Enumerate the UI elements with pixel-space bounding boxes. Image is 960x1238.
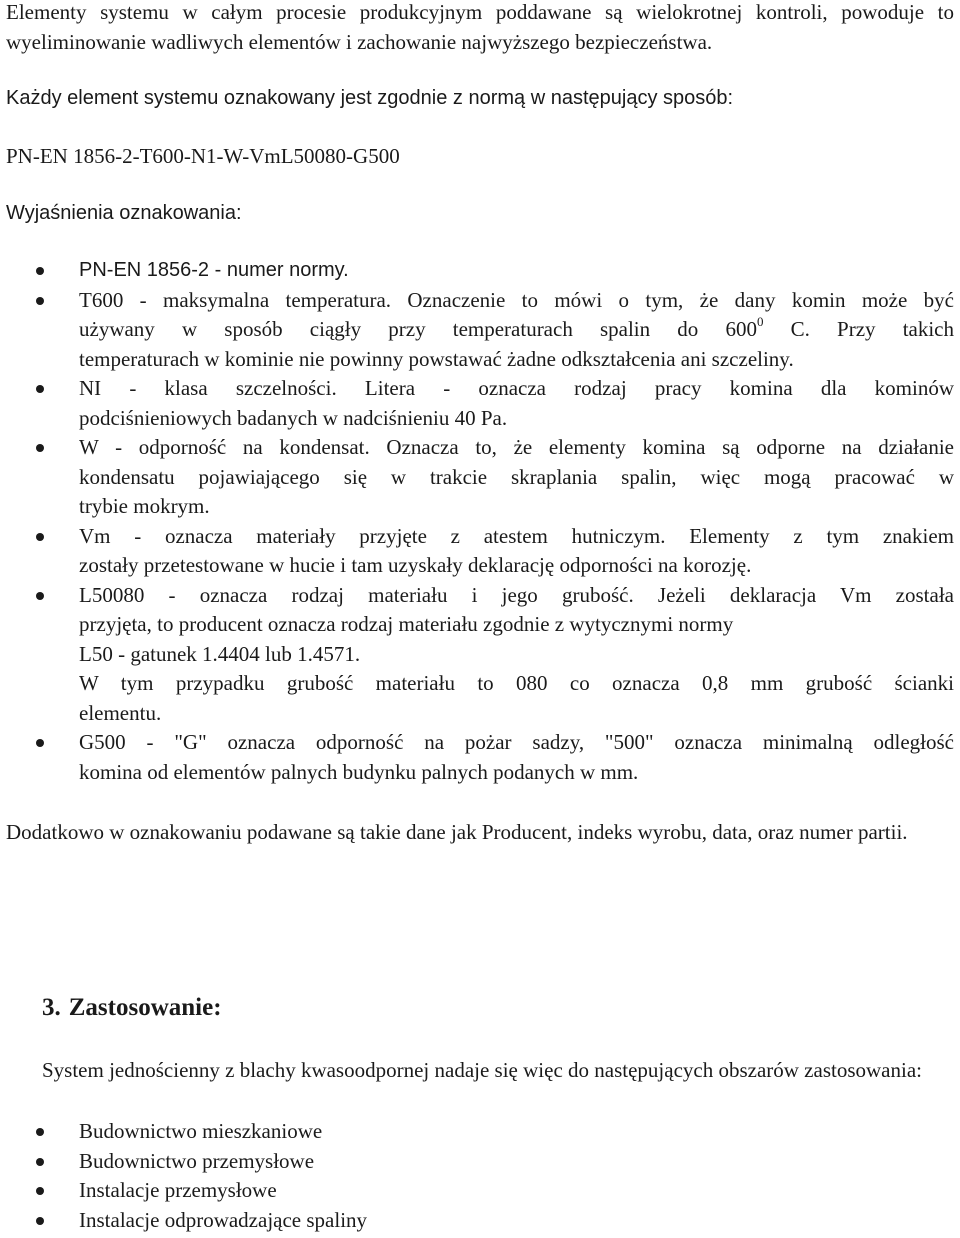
list-item-text: L50 - gatunek 1.4404 lub 1.4571.	[79, 641, 361, 666]
bullet-icon	[36, 267, 44, 275]
list-item	[6, 374, 954, 433]
marking-code: PN-EN 1856-2-T600-N1-W-VmL50080-G500	[6, 144, 400, 168]
bullet-icon	[36, 385, 44, 393]
section-title: Zastosowanie:	[68, 994, 222, 1021]
list-item-text: komina od elementów palnych budynku palnych podanych w mm.	[79, 759, 639, 784]
list-item-text: przyjęta, to producent oznacza rodzaj materiału zgodnie z wytycznymi normy	[79, 612, 734, 636]
bullet-icon	[36, 444, 44, 452]
list-item-text: NI - klasa szczelności. Litera - oznacza rodzaj pracy komina dla kominów	[79, 376, 954, 400]
list-item-text: trybie mokrym.	[79, 494, 210, 518]
marking-explanation-list	[6, 256, 954, 787]
intro-marking-sentence: Każdy element systemu oznakowany jest zgodnie z normą w następujący sposób:	[6, 87, 734, 109]
list-item-text: kondensatu pojawiającego się w trakcie skraplania spalin, więc mogą pracować w	[79, 464, 954, 489]
additional-info-paragraph: Dodatkowo w oznakowaniu podawane są takie dane jak Producent, indeks wyrobu, data, oraz numer partii.	[6, 820, 908, 844]
list-item	[6, 1176, 954, 1206]
bullet-icon	[36, 297, 44, 305]
list-item	[6, 1117, 954, 1147]
section-heading	[42, 994, 222, 1022]
bullet-icon	[36, 1128, 44, 1136]
list-item-text: L50080 - oznacza rodzaj materiału i jego grubość. Jeżeli deklaracja Vm została	[79, 582, 954, 607]
list-item-text: C. Przy takich	[763, 317, 955, 341]
bullet-icon	[36, 739, 44, 747]
list-item-text: używany w sposób ciągły przy temperaturach spalin do 600	[79, 317, 757, 341]
intro-paragraph: Elementy systemu w całym procesie produkcyjnym poddawane są wielokrotnej kontroli, powoduje to wyeliminowanie wadliwych elementów i zachowanie najwyższego bezpieczeństwa.	[6, 0, 954, 54]
bullet-icon	[36, 1187, 44, 1195]
list-item-text: W tym przypadku grubość materiału to 080 co oznacza 0,8 mm grubość ścianki	[79, 671, 954, 695]
list-item-text: G500 - "G" oznacza odporność na pożar sadzy, "500" oznacza minimalną odległość	[79, 730, 954, 754]
list-item	[6, 1206, 954, 1236]
list-item	[6, 433, 954, 522]
usage-intro-paragraph: System jednościenny z blachy kwasoodpornej nadaje się więc do następujących obszarów zastosowania:	[42, 1058, 922, 1082]
usage-item-text: Budownictwo przemysłowe	[79, 1148, 315, 1173]
list-item	[6, 256, 954, 286]
list-item	[6, 581, 954, 729]
bullet-icon	[36, 1217, 44, 1225]
usage-item-text: Budownictwo mieszkaniowe	[79, 1119, 323, 1143]
list-item	[6, 522, 954, 581]
section-number: 3.	[42, 994, 61, 1021]
list-item	[6, 1147, 954, 1177]
list-item-text: Vm - oznacza materiały przyjęte z atestem hutniczym. Elementy z tym znakiem	[79, 523, 954, 548]
list-item-text: temperaturach w kominie nie powinny powstawać żadne odkształcenia ani szczeliny.	[79, 346, 794, 371]
list-item-text: podciśnieniowych badanych w nadciśnieniu 40 Pa.	[79, 405, 508, 430]
list-item-text: zostały przetestowane w hucie i tam uzyskały deklarację odporności na korozję.	[79, 553, 752, 577]
usage-list	[6, 1117, 954, 1235]
superscript: 0	[756, 314, 764, 329]
bullet-icon	[36, 592, 44, 600]
usage-item-text: Instalacje odprowadzające spaliny	[79, 1207, 368, 1232]
explanation-heading: Wyjaśnienia oznakowania:	[6, 202, 242, 224]
bullet-icon	[36, 1158, 44, 1166]
usage-item-text: Instalacje przemysłowe	[79, 1178, 277, 1202]
list-item-text: elementu.	[79, 700, 162, 725]
list-item	[6, 728, 954, 787]
list-item-text: PN-EN 1856-2 - numer normy.	[79, 259, 349, 281]
list-item-text: T600 - maksymalna temperatura. Oznaczenie to mówi o tym, że dany komin może być	[79, 287, 954, 312]
list-item-text: W - odporność na kondensat. Oznacza to, że elementy komina są odporne na działanie	[79, 435, 954, 459]
bullet-icon	[36, 533, 44, 541]
list-item	[6, 286, 954, 375]
